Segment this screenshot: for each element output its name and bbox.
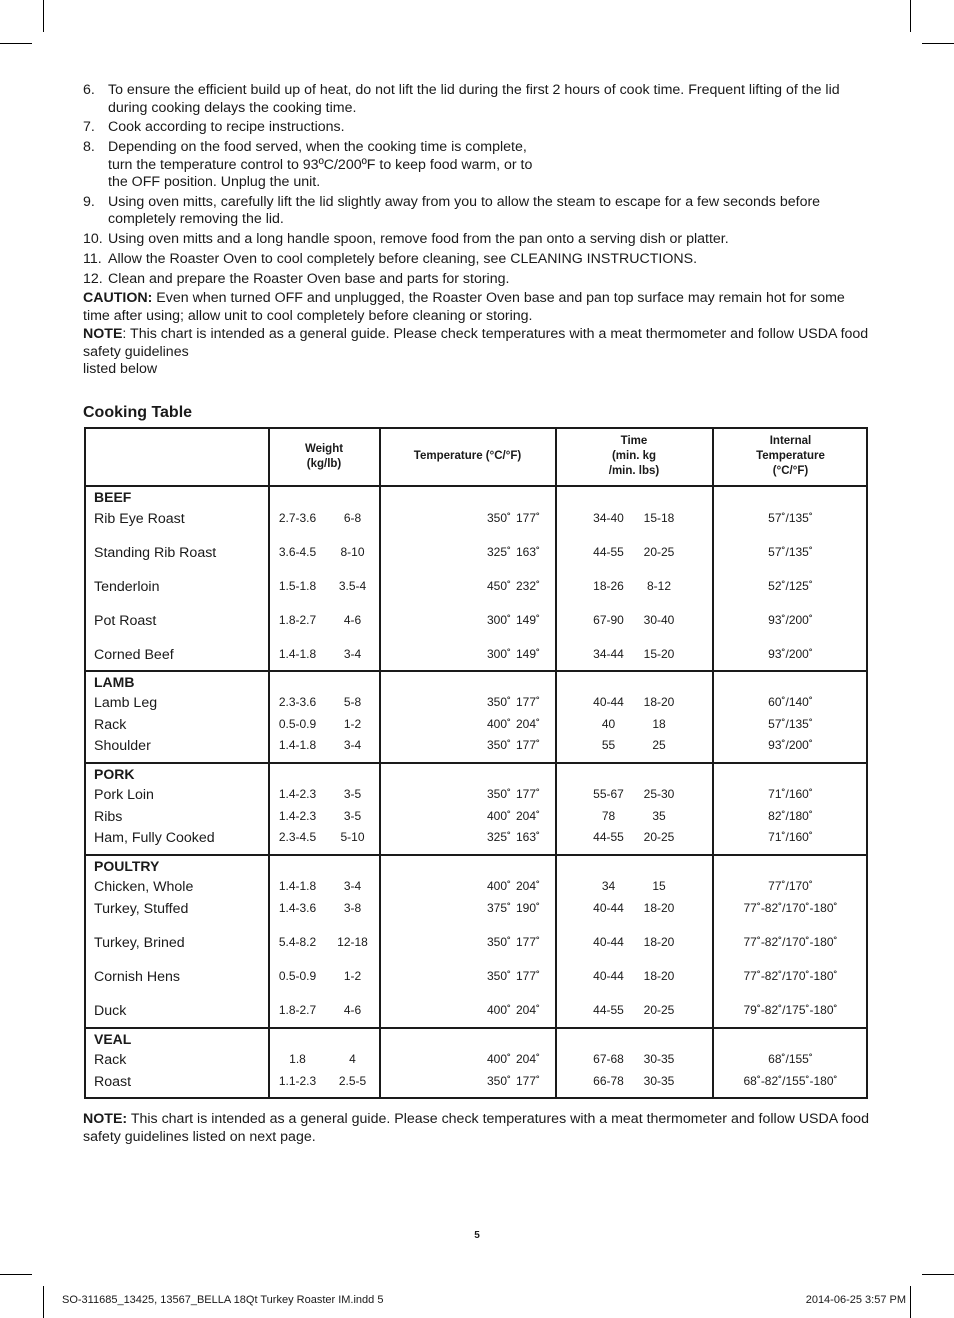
cell-tkg: 40: [601, 717, 616, 731]
cell-kg: 1.1-2.3: [278, 1074, 317, 1088]
cell-lb: 3-4: [343, 879, 362, 893]
cell-kg: 3.6-4.5: [278, 545, 317, 559]
cell-tlb: 18-20: [643, 969, 675, 983]
cell-internal: 71˚/160˚: [768, 830, 813, 844]
cell-internal: 93˚/200˚: [768, 647, 813, 661]
row-divider: [86, 854, 866, 856]
cell-tlb: 25-30: [643, 787, 675, 801]
cell-internal: 93˚/200˚: [768, 613, 813, 627]
cell-c: 149˚: [515, 613, 540, 627]
cell-tlb: 20-25: [643, 830, 675, 844]
food-item-label: Standing Rib Roast: [94, 545, 217, 561]
row-divider: [86, 670, 866, 672]
food-item-label: Tenderloin: [94, 579, 160, 595]
slug-timestamp: 2014-06-25 3:57 PM: [805, 1294, 906, 1306]
crop-mark: [43, 0, 44, 32]
cell-lb: 5-10: [340, 830, 365, 844]
category-label: PORK: [94, 766, 135, 782]
cell-c: 177˚: [515, 695, 540, 709]
cell-internal: 60˚/140˚: [768, 695, 813, 709]
cooking-table: [84, 427, 868, 1099]
food-item-label: Turkey, Stuffed: [94, 901, 189, 917]
cell-lb: 6-8: [343, 511, 362, 525]
header-time: Time (min. kg /min. lbs): [608, 435, 660, 477]
cell-tlb: 20-25: [643, 1003, 675, 1017]
cell-f: 400˚: [486, 879, 512, 893]
cell-tlb: 18-20: [643, 695, 675, 709]
cell-tlb: 15: [652, 879, 666, 893]
cell-tkg: 78: [601, 809, 616, 823]
food-item-label: Rack: [94, 1052, 127, 1068]
food-item-label: Duck: [94, 1003, 127, 1019]
cell-tlb: 25: [652, 738, 666, 752]
table-title: Cooking Table: [83, 404, 193, 421]
cell-kg: 0.5-0.9: [278, 969, 317, 983]
cell-c: 204˚: [515, 717, 540, 731]
cell-lb: 5-8: [343, 695, 362, 709]
food-item-label: Rib Eye Roast: [94, 511, 185, 527]
step-item: 10. Using oven mitts and a long handle spoon, remove food from the pan onto a serving dish or platter.: [83, 231, 729, 248]
cell-lb: 2.5-5: [338, 1074, 367, 1088]
cell-lb: 4: [349, 1052, 356, 1066]
cell-lb: 3-5: [343, 809, 362, 823]
cell-tkg: 55-67: [593, 787, 624, 801]
cell-tkg: 55: [601, 738, 616, 752]
cell-tlb: 15-20: [643, 647, 675, 661]
cell-lb: 1-2: [343, 969, 362, 983]
cell-tlb: 35: [652, 809, 666, 823]
cell-internal: 77˚/170˚: [768, 879, 813, 893]
cell-c: 177˚: [515, 969, 540, 983]
category-label: BEEF: [94, 489, 132, 505]
food-item-label: Ham, Fully Cooked: [94, 830, 215, 846]
cell-internal: 77˚-82˚/170˚-180˚: [743, 935, 838, 949]
category-label: POULTRY: [94, 858, 160, 874]
cell-tkg: 67-90: [593, 613, 624, 627]
category-label: LAMB: [94, 674, 135, 690]
cell-c: 204˚: [515, 809, 540, 823]
cell-tlb: 15-18: [643, 511, 675, 525]
cell-internal: 68˚/155˚: [768, 1052, 813, 1066]
cell-f: 300˚: [486, 613, 512, 627]
cell-tlb: 20-25: [643, 545, 675, 559]
cell-tkg: 34: [601, 879, 616, 893]
note-paragraph: NOTE: This chart is intended as a general guide. Please check temperatures with a meat thermometer and follow USDA food safety guidelines listed below: [83, 326, 869, 377]
header-internal-temperature: Internal Temperature (°C/°F): [756, 435, 825, 477]
cell-kg: 1.4-2.3: [278, 787, 317, 801]
cell-tkg: 18-26: [593, 579, 624, 593]
cell-tlb: 18: [652, 717, 666, 731]
cell-c: 177˚: [515, 787, 540, 801]
cell-c: 190˚: [515, 901, 540, 915]
cell-c: 177˚: [515, 738, 540, 752]
cell-internal: 82˚/180˚: [768, 809, 813, 823]
cell-c: 232˚: [515, 579, 540, 593]
cell-tkg: 44-55: [593, 1003, 624, 1017]
cell-kg: 2.3-3.6: [278, 695, 317, 709]
slug-filename: SO-311685_13425, 13567_BELLA 18Qt Turkey Roaster IM.indd 5: [62, 1294, 384, 1306]
bottom-note: NOTE: This chart is intended as a general guide. Please check temperatures with a meat thermometer and follow USDA food safety guidelines listed on next page.: [83, 1111, 869, 1145]
cell-lb: 3-5: [343, 787, 362, 801]
cell-internal: 77˚-82˚/170˚-180˚: [743, 969, 838, 983]
cell-tlb: 30-35: [643, 1074, 675, 1088]
cell-lb: 3-4: [343, 738, 362, 752]
cell-lb: 3-4: [343, 647, 362, 661]
header-weight: Weight (kg/lb): [304, 443, 344, 470]
crop-mark: [910, 0, 911, 32]
cell-kg: 1.5-1.8: [278, 579, 317, 593]
cell-tlb: 18-20: [643, 935, 675, 949]
cell-c: 204˚: [515, 879, 540, 893]
caution-paragraph: CAUTION: Even when turned OFF and unplugged, the Roaster Oven base and pan top surface may remain hot for some time after using; allow unit to cool completely before cleaning or storing.: [83, 290, 845, 324]
cell-tkg: 40-44: [593, 901, 624, 915]
cell-internal: 57˚/135˚: [768, 511, 813, 525]
crop-mark: [910, 1286, 911, 1318]
food-item-label: Chicken, Whole: [94, 879, 194, 895]
cell-kg: 2.3-4.5: [278, 830, 317, 844]
cell-tlb: 30-40: [643, 613, 675, 627]
cell-internal: 79˚-82˚/175˚-180˚: [743, 1003, 838, 1017]
cell-tlb: 18-20: [643, 901, 675, 915]
food-item-label: Rack: [94, 717, 127, 733]
crop-mark: [922, 43, 954, 44]
header-temperature: Temperature (°C/°F): [413, 450, 522, 462]
cell-tkg: 44-55: [593, 545, 624, 559]
cell-tkg: 44-55: [593, 830, 624, 844]
cell-lb: 4-6: [343, 1003, 362, 1017]
cell-lb: 3.5-4: [338, 579, 367, 593]
cell-f: 350˚: [486, 738, 512, 752]
cell-kg: 2.7-3.6: [278, 511, 317, 525]
cell-f: 350˚: [486, 935, 512, 949]
cell-f: 400˚: [486, 1003, 512, 1017]
step-item: 9. Using oven mitts, carefully lift the lid slightly away from you to allow the steam to escape for a few seconds before completely removing the lid.: [83, 193, 821, 228]
step-item: 8. Depending on the food served, when the cooking time is complete, turn the temperature control to 93ºC/200ºF to keep food warm, or to the OFF position. Unplug the unit.: [83, 139, 533, 191]
food-item-label: Corned Beef: [94, 647, 174, 663]
cell-kg: 1.4-1.8: [278, 647, 317, 661]
cell-lb: 8-10: [340, 545, 365, 559]
cell-internal: 68˚-82˚/155˚-180˚: [743, 1074, 838, 1088]
food-item-label: Pork Loin: [94, 787, 154, 803]
category-label: VEAL: [94, 1031, 132, 1047]
cell-internal: 71˚/160˚: [768, 787, 813, 801]
cell-kg: 1.4-2.3: [278, 809, 317, 823]
food-item-label: Turkey, Brined: [94, 935, 185, 951]
cell-kg: 1.8-2.7: [278, 1003, 317, 1017]
cell-lb: 12-18: [337, 935, 368, 949]
cell-f: 400˚: [486, 1052, 512, 1066]
cell-f: 300˚: [486, 647, 512, 661]
food-item-label: Cornish Hens: [94, 969, 180, 985]
cell-kg: 1.4-3.6: [278, 901, 317, 915]
crop-mark: [922, 1274, 954, 1275]
cell-internal: 57˚/135˚: [768, 717, 813, 731]
cell-f: 450˚: [486, 579, 512, 593]
cell-lb: 1-2: [343, 717, 362, 731]
cell-f: 350˚: [486, 787, 512, 801]
cell-kg: 1.4-1.8: [278, 879, 317, 893]
cell-f: 350˚: [486, 695, 512, 709]
row-divider: [86, 485, 866, 487]
cell-c: 177˚: [515, 511, 540, 525]
step-item: 6. To ensure the efficient build up of heat, do not lift the lid during the first 2 hours of cook time. Frequent lifting of the lid during cooking delays the cooking time.: [83, 82, 840, 116]
cell-f: 400˚: [486, 809, 512, 823]
cell-tkg: 67-68: [593, 1052, 624, 1066]
cell-internal: 52˚/125˚: [768, 579, 813, 593]
cell-tlb: 8-12: [646, 579, 672, 593]
cell-tlb: 30-35: [643, 1052, 675, 1066]
cell-internal: 57˚/135˚: [768, 545, 813, 559]
cell-f: 375˚: [486, 901, 512, 915]
instruction-steps: [83, 82, 873, 291]
cell-internal: 93˚/200˚: [768, 738, 813, 752]
crop-mark: [43, 1286, 44, 1318]
food-item-label: Ribs: [94, 809, 123, 825]
cell-c: 204˚: [515, 1052, 540, 1066]
page-number: 5: [474, 1230, 480, 1241]
step-item: 7. Cook according to recipe instructions.: [83, 119, 345, 136]
cell-kg: 1.8-2.7: [278, 613, 317, 627]
cell-tkg: 40-44: [593, 695, 624, 709]
food-item-label: Lamb Leg: [94, 695, 158, 711]
cell-c: 149˚: [515, 647, 540, 661]
cell-c: 163˚: [515, 545, 540, 559]
row-divider: [86, 762, 866, 764]
cell-lb: 4-6: [343, 613, 362, 627]
step-item: 12. Clean and prepare the Roaster Oven base and parts for storing.: [83, 270, 510, 287]
cell-c: 163˚: [515, 830, 540, 844]
cell-c: 177˚: [515, 935, 540, 949]
cell-tkg: 40-44: [593, 935, 624, 949]
crop-mark: [0, 43, 32, 44]
cell-f: 325˚: [486, 545, 512, 559]
cell-tkg: 40-44: [593, 969, 624, 983]
food-item-label: Pot Roast: [94, 613, 157, 629]
cell-internal: 77˚-82˚/170˚-180˚: [743, 901, 838, 915]
cell-tkg: 34-44: [593, 647, 624, 661]
cell-kg: 0.5-0.9: [278, 717, 317, 731]
crop-mark: [0, 1274, 32, 1275]
cell-lb: 3-8: [343, 901, 362, 915]
cell-f: 325˚: [486, 830, 512, 844]
food-item-label: Shoulder: [94, 738, 151, 754]
cell-tkg: 66-78: [593, 1074, 624, 1088]
row-divider: [86, 1027, 866, 1029]
cell-f: 350˚: [486, 969, 512, 983]
cell-c: 177˚: [515, 1074, 540, 1088]
cell-kg: 1.4-1.8: [278, 738, 317, 752]
cell-tkg: 34-40: [593, 511, 624, 525]
cell-f: 350˚: [486, 1074, 512, 1088]
cell-kg: 5.4-8.2: [278, 935, 317, 949]
cell-f: 400˚: [486, 717, 512, 731]
cell-c: 204˚: [515, 1003, 540, 1017]
cell-kg: 1.8: [289, 1052, 306, 1066]
cell-f: 350˚: [486, 511, 512, 525]
step-item: 11. Allow the Roaster Oven to cool completely before cleaning, see CLEANING INSTRUCTIONS.: [83, 250, 698, 267]
food-item-label: Roast: [94, 1074, 132, 1090]
